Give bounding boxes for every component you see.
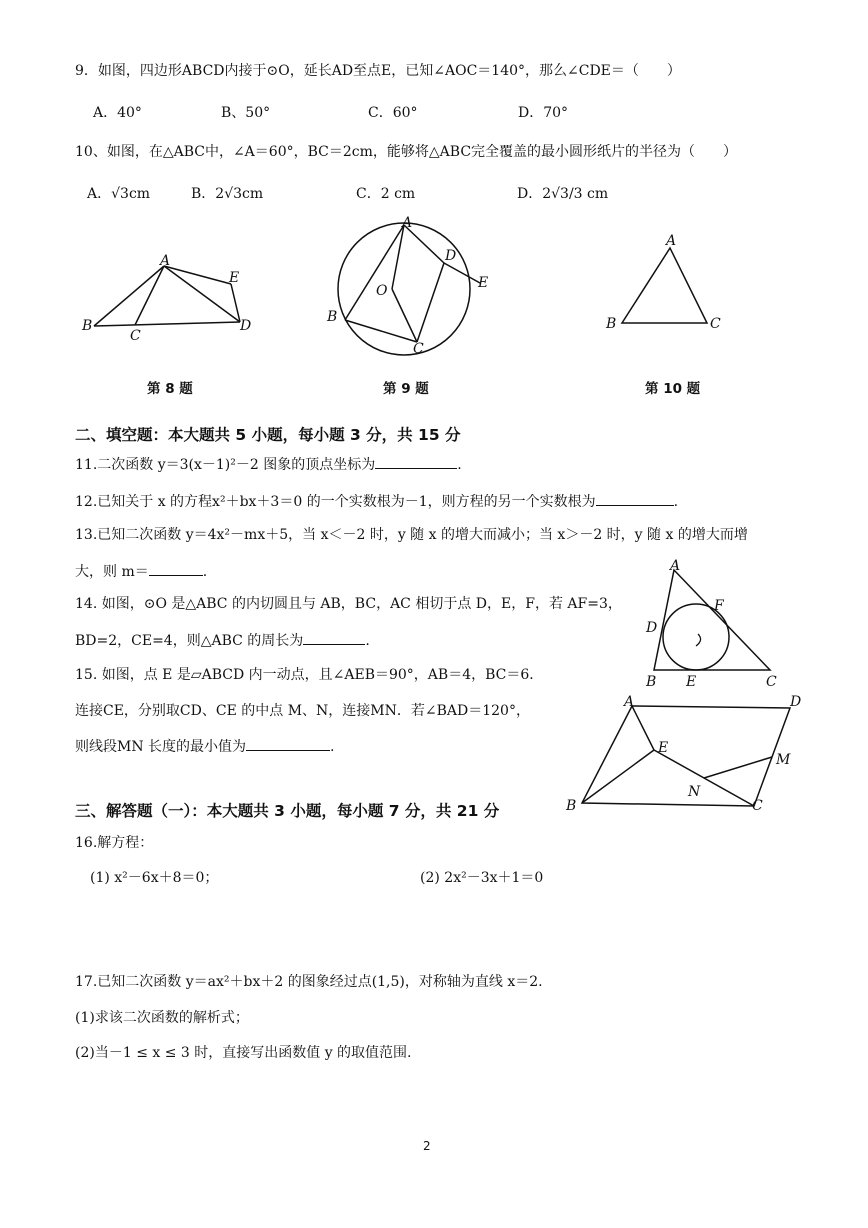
- q15-line3: [75, 737, 335, 756]
- figure-10: [600, 228, 735, 338]
- fig8-label-b: B: [82, 318, 93, 334]
- q10-stem: 10、如图，在△ABC中，∠A＝60°，BC＝2cm，能够将△ABC完全覆盖的最小圆形纸片的半径为（ ）: [75, 144, 738, 160]
- q12-end: .: [673, 494, 679, 510]
- q14-line2: [75, 631, 370, 650]
- q10-option-c: C．2 cm: [356, 186, 416, 202]
- q9-option-b: B、50°: [221, 105, 271, 121]
- fig14-label-f: F: [714, 598, 724, 614]
- fig9-label-e: E: [478, 275, 489, 291]
- figure-8: [78, 250, 268, 350]
- fig14-label-c: C: [766, 674, 777, 690]
- q17-stem: 17.已知二次函数 y＝ax²＋bx＋2 的图象经过点(1,5)，对称轴为直线 x＝2.: [75, 974, 543, 990]
- q11-end: .: [457, 457, 462, 473]
- fig15-label-e: E: [658, 740, 669, 756]
- q9-stem: 9．如图，四边形ABCD内接于⊙O，延长AD至点E，已知∠AOC＝140°，那么∠CDE＝（ ）: [75, 63, 681, 79]
- q14-answer-blank: [303, 631, 365, 645]
- fig8-label-c: C: [130, 328, 141, 344]
- fig14-center-mark: [696, 634, 701, 646]
- q15-line2: 连接CE，分别取CD、CE 的中点 M、N，连接MN．若∠BAD＝120°，: [75, 703, 530, 719]
- fig15-label-n: N: [688, 784, 701, 800]
- q9-option-d: D．70°: [518, 105, 569, 121]
- fig15-label-c: C: [752, 798, 763, 814]
- q9-option-a: A．40°: [93, 105, 142, 121]
- figure-9: [322, 215, 497, 360]
- fig10-label-a: A: [666, 233, 677, 249]
- fig10-caption: 第 10 题: [645, 381, 701, 397]
- q17-part2: (2)当－1 ≤ x ≤ 3 时，直接写出函数值 y 的取值范围.: [75, 1045, 412, 1061]
- q10-option-a: A．√3cm: [87, 186, 151, 202]
- section3-heading: 三、解答题（一）：本大题共 3 小题，每小题 7 分，共 21 分: [75, 802, 500, 820]
- q13-line1: 13.已知二次函数 y＝4x²－mx＋5，当 x＜－2 时，y 随 x 的增大而减小；当 x＞－2 时，y 随 x 的增大而增: [75, 527, 748, 543]
- fig15-label-a: A: [624, 694, 635, 710]
- fig14-label-b: B: [646, 674, 657, 690]
- q16-title: 16.解方程：: [75, 835, 154, 851]
- q10-option-b: B．2√3cm: [191, 186, 264, 202]
- fig10-label-b: B: [606, 316, 617, 332]
- fig14-label-a: A: [670, 558, 681, 574]
- section2-heading: 二、填空题：本大题共 5 小题，每小题 3 分，共 15 分: [75, 426, 461, 444]
- fig8-caption: 第 8 题: [147, 381, 193, 397]
- q13-answer-blank: [149, 562, 203, 576]
- page-number: 2: [423, 1139, 431, 1153]
- fig15-label-b: B: [566, 798, 577, 814]
- fig8-label-e: E: [229, 270, 240, 286]
- q15-text: 则线段MN 长度的最小值为: [75, 739, 247, 755]
- q14-text: BD=2，CE=4，则△ABC 的周长为: [75, 633, 304, 649]
- q9-option-c: C．60°: [368, 105, 418, 121]
- fig9-label-d: D: [445, 248, 457, 264]
- q15-line1: 15. 如图，点 E 是▱ABCD 内一动点，且∠AEB＝90°，AB＝4，BC＝6．: [75, 667, 544, 683]
- q15-end: .: [330, 739, 335, 755]
- fig9-caption: 第 9 题: [383, 381, 429, 397]
- fig9-label-a: A: [402, 215, 413, 231]
- fig15-label-d: D: [790, 694, 802, 710]
- fig15-label-m: M: [776, 752, 791, 768]
- fig8-label-d: D: [240, 318, 252, 334]
- fig9-label-o: O: [376, 283, 388, 299]
- q12: [75, 492, 678, 511]
- fig8-label-a: A: [160, 253, 171, 269]
- q15-answer-blank: [246, 737, 330, 751]
- q11: [75, 455, 462, 474]
- fig14-label-e: E: [686, 674, 697, 690]
- q13-text: 大，则 m＝: [75, 564, 149, 580]
- q12-answer-blank: [596, 492, 674, 506]
- q14-line1: 14. 如图，⊙O 是△ABC 的内切圆且与 AB，BC，AC 相切于点 D，E，F，若 AF=3，: [75, 596, 622, 612]
- q10-option-d: D．2√3/3 cm: [517, 186, 609, 202]
- fig9-label-b: B: [327, 309, 338, 325]
- q17-part1: (1)求该二次函数的解析式；: [75, 1010, 249, 1026]
- fig10-label-c: C: [710, 316, 721, 332]
- fig14-label-d: D: [646, 620, 658, 636]
- q14-end: .: [365, 633, 370, 649]
- figure-14: [638, 556, 788, 694]
- figure-15: [562, 690, 812, 820]
- q13-end: .: [202, 564, 208, 580]
- q13-line2: [75, 562, 207, 581]
- q11-text: 11.二次函数 y＝3(x－1)²－2 图象的顶点坐标为: [75, 457, 376, 473]
- q16-part2: (2) 2x²－3x＋1＝0: [420, 870, 544, 886]
- q12-text: 12.已知关于 x 的方程x²＋bx＋3＝0 的一个实数根为－1，则方程的另一个实数根为: [75, 494, 596, 510]
- q16-part1: (1) x²－6x＋8＝0；: [90, 870, 219, 886]
- fig9-label-c: C: [413, 341, 424, 357]
- q11-answer-blank: [375, 455, 457, 469]
